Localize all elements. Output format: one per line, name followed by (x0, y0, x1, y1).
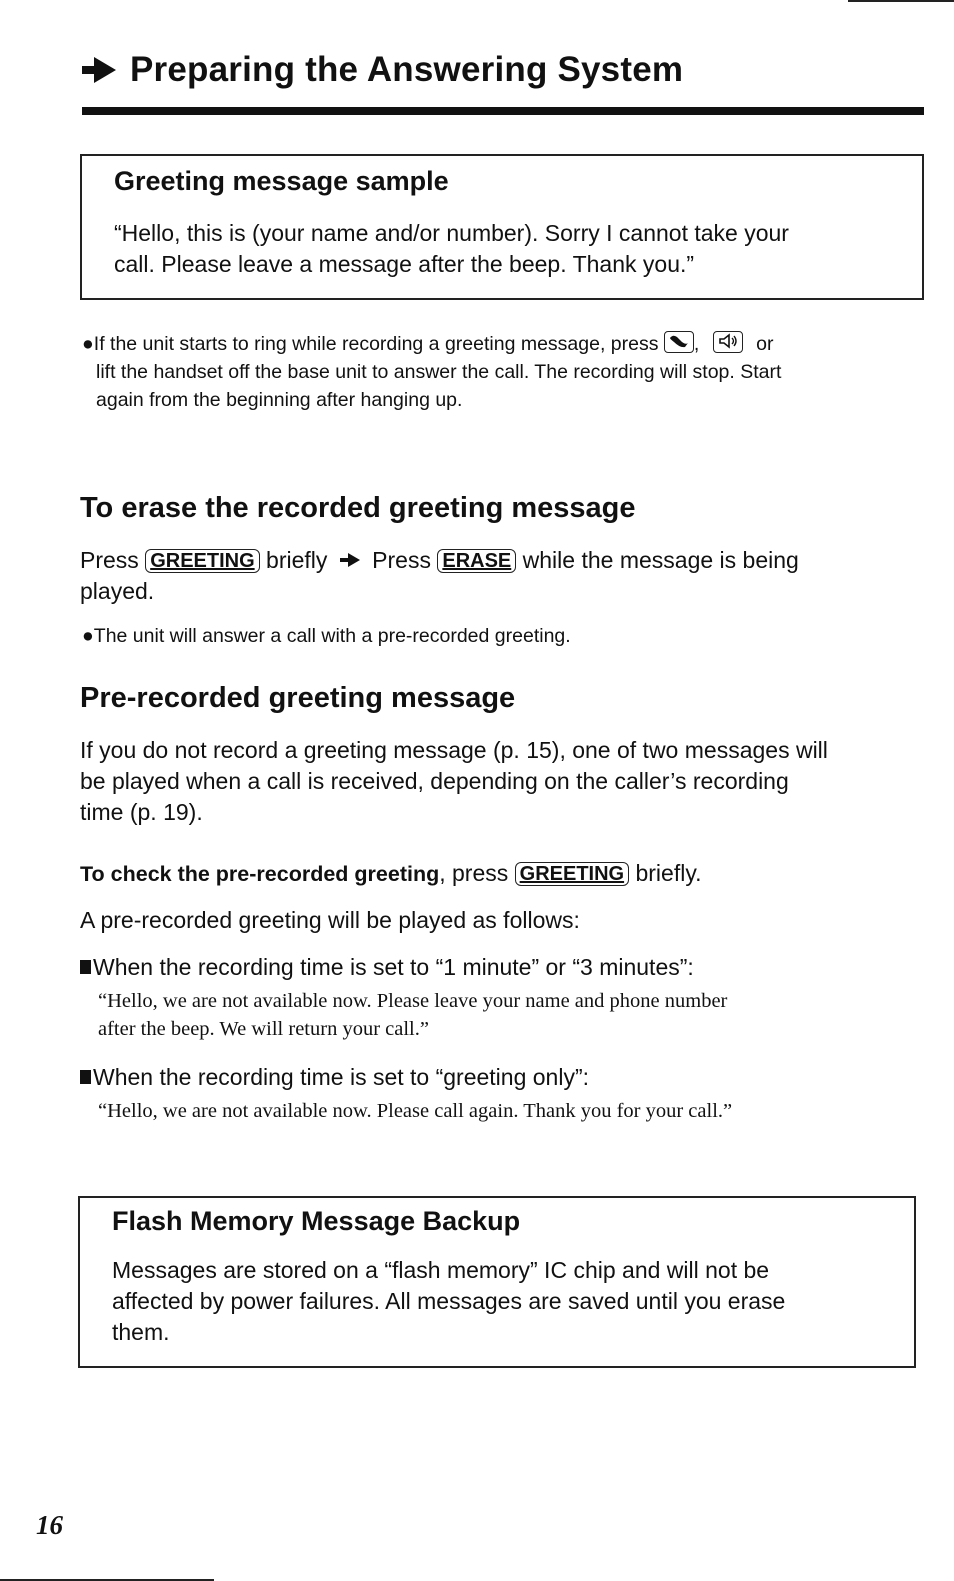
erase-line1: Press GREETING briefly Press ERASE while the message is being (80, 547, 799, 573)
greeting-key: GREETING (515, 862, 629, 886)
flash-memory-text: Messages are stored on a “flash memory” IC chip and will not be affected by power failures. All messages are saved until you erase them. (112, 1257, 786, 1345)
flash-memory-heading: Flash Memory Message Backup (112, 1206, 521, 1236)
speakerphone-key-icon (713, 331, 743, 353)
square-bullet-icon (80, 1070, 91, 1084)
ring-note-line2: lift the handset off the base unit to answer the call. The recording will stop. Start (96, 361, 782, 383)
follows-text: A pre-recorded greeting will be played as follows: (80, 907, 580, 933)
greeting-sample-line2: call. Please leave a message after the beep. Thank you.” (114, 251, 695, 277)
ring-note-line3: again from the beginning after hanging up. (96, 389, 463, 411)
square-bullet-icon (80, 960, 91, 974)
top-edge-line (848, 0, 954, 2)
greeting-sample-text (114, 218, 789, 280)
case1-message: “Hello, we are not available now. Please leave your name and phone number after the beep. We will return your call.” (98, 990, 728, 1040)
case2-message: “Hello, we are not available now. Please call again. Thank you for your call.” (98, 1100, 733, 1122)
erase-line2: played. (80, 578, 155, 604)
flash-memory-box (78, 1196, 916, 1368)
greeting-sample-line1: “Hello, this is (your name and/or number). Sorry I cannot take your (114, 220, 789, 246)
ring-note (82, 330, 912, 414)
page-number: 16 (36, 1510, 63, 1540)
arrow-right-icon (82, 57, 116, 83)
arrow-right-icon (340, 553, 360, 567)
case2-label: When the recording time is set to “greeting only”: (80, 1062, 589, 1093)
ring-note-line1: ●If the unit starts to ring while recording a greeting message, press , or (82, 333, 774, 355)
erase-instructions (80, 545, 799, 607)
talk-key-icon (664, 331, 694, 353)
erase-key: ERASE (437, 549, 516, 573)
greeting-sample-box (80, 154, 924, 300)
greeting-key: GREETING (145, 549, 259, 573)
page-header (82, 50, 683, 90)
prerecorded-intro: If you do not record a greeting message (p. 15), one of two messages will be played when a call is received, depending on the caller’s recording time (p. 19). (80, 737, 828, 825)
title-rule (82, 107, 924, 115)
erase-heading: To erase the recorded greeting message (80, 492, 636, 524)
check-greeting-line: To check the pre-recorded greeting, press GREETING briefly. (80, 860, 702, 886)
greeting-sample-heading: Greeting message sample (114, 166, 449, 196)
prerecorded-heading: Pre-recorded greeting message (80, 682, 516, 714)
page-title: Preparing the Answering System (130, 50, 684, 89)
erase-note: ●The unit will answer a call with a pre-recorded greeting. (82, 625, 571, 647)
case1-label: When the recording time is set to “1 minute” or “3 minutes”: (80, 952, 694, 983)
